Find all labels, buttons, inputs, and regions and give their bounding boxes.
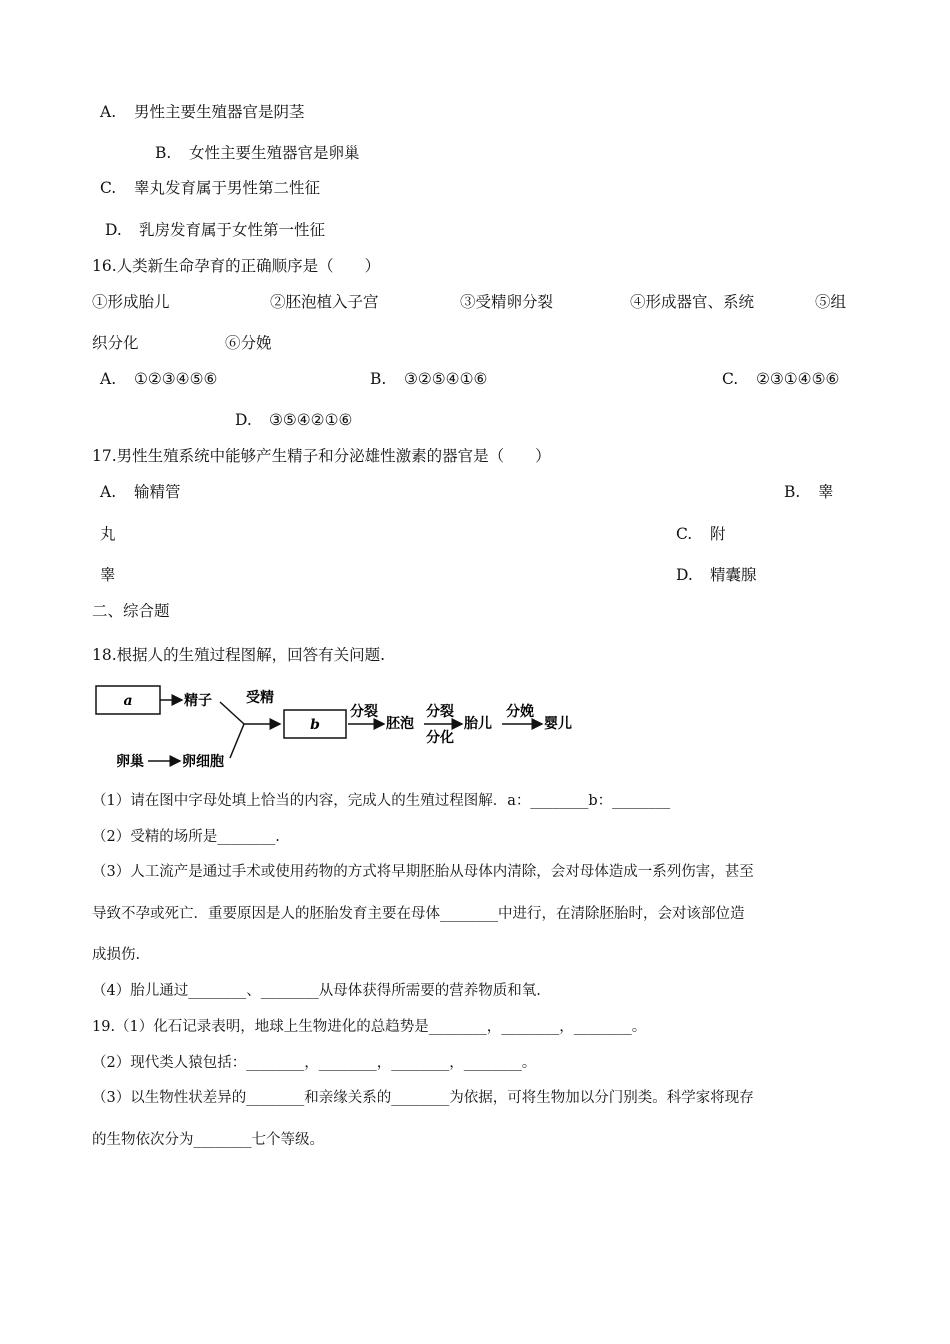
q18-sub3-line3: 成损伤. [92,947,141,963]
q19-sub2: （2）现代类人猿包括：________，________，________，________。 [92,1055,537,1071]
q18-sub2: （2）受精的场所是________. [92,829,280,845]
q17-option-b: B. 睾 [784,483,834,501]
q18-sub1: （1）请在图中字母处填上恰当的内容，完成人的生殖过程图解．a：________b：________ [92,793,671,809]
ovary-label: 卵巢 [116,754,144,770]
q18-sub3-line1: （3）人工流产是通过手术或使用药物的方式将早期胚胎从母体内清除，会对母体造成一系列伤害，甚至 [92,864,754,880]
q17-option-a: A. 输精管 [100,483,181,501]
division-label-1: 分裂 [350,704,378,720]
box-b-label: b [310,717,320,733]
division-label-2: 分裂 [426,704,454,720]
reproduction-diagram [92,680,572,776]
q19-sub3-line1: （3）以生物性状差异的________和亲缘关系的________为依据，可将生物加以分门别类。科学家将现存 [92,1090,754,1106]
q17-option-b-cont: 丸 [100,525,116,543]
q15-option-d: D. 乳房发育属于女性第一性征 [105,221,326,239]
q17-stem: 17.男性生殖系统中能够产生精子和分泌雄性激素的器官是（ ） [92,447,551,465]
fetus-label: 胎儿 [464,716,492,732]
q18-stem: 18.根据人的生殖过程图解，回答有关问题. [92,646,386,664]
q16-option-d: D. ③⑤④②①⑥ [235,411,353,429]
differentiation-label: 分化 [426,730,454,746]
egg-label: 卵细胞 [182,754,224,770]
blastocyst-label: 胚泡 [386,716,414,732]
q16-item-4: ④形成器官、系统 [630,293,755,311]
q16-item-5b: 织分化 [92,334,139,352]
fertilization-label: 受精 [246,690,274,706]
q17-option-c-cont: 睾 [100,566,116,584]
q16-item-2: ②胚泡植入子宫 [270,293,379,311]
q16-option-b: B. ③②⑤④①⑥ [370,370,488,388]
q16-item-1: ①形成胎儿 [92,293,170,311]
section-heading: 二、综合题 [92,602,170,620]
q19-sub1: 19.（1）化石记录表明，地球上生物进化的总趋势是________，________，________。 [92,1019,647,1035]
box-a-label: a [123,693,133,709]
q18-sub4: （4）胎儿通过________、________从母体获得所需要的营养物质和氧. [92,983,541,999]
sperm-label: 精子 [184,693,212,709]
q15-option-a: A. 男性主要生殖器官是阴茎 [100,103,305,121]
q17-option-c: C. 附 [676,525,726,543]
q16-item-5a: ⑤组 [815,293,847,311]
q16-item-3: ③受精卵分裂 [460,293,554,311]
q16-option-c: C. ②③①④⑤⑥ [722,370,840,388]
birth-label: 分娩 [506,704,534,720]
q16-item-6: ⑥分娩 [225,334,272,352]
q15-option-b: B. 女性主要生殖器官是卵巢 [155,144,360,162]
q15-option-c: C. 睾丸发育属于男性第二性征 [100,179,321,197]
q16-option-a: A. ①②③④⑤⑥ [100,370,218,388]
q19-sub3-line2: 的生物依次分为________七个等级。 [92,1132,324,1148]
baby-label: 婴儿 [544,716,572,732]
q18-sub3-line2: 导致不孕或死亡．重要原因是人的胚胎发育主要在母体________中进行，在清除胚胎时，会对该部位造 [92,906,745,922]
q16-stem: 16.人类新生命孕育的正确顺序是（ ） [92,257,381,275]
q17-option-d: D. 精囊腺 [676,566,757,584]
